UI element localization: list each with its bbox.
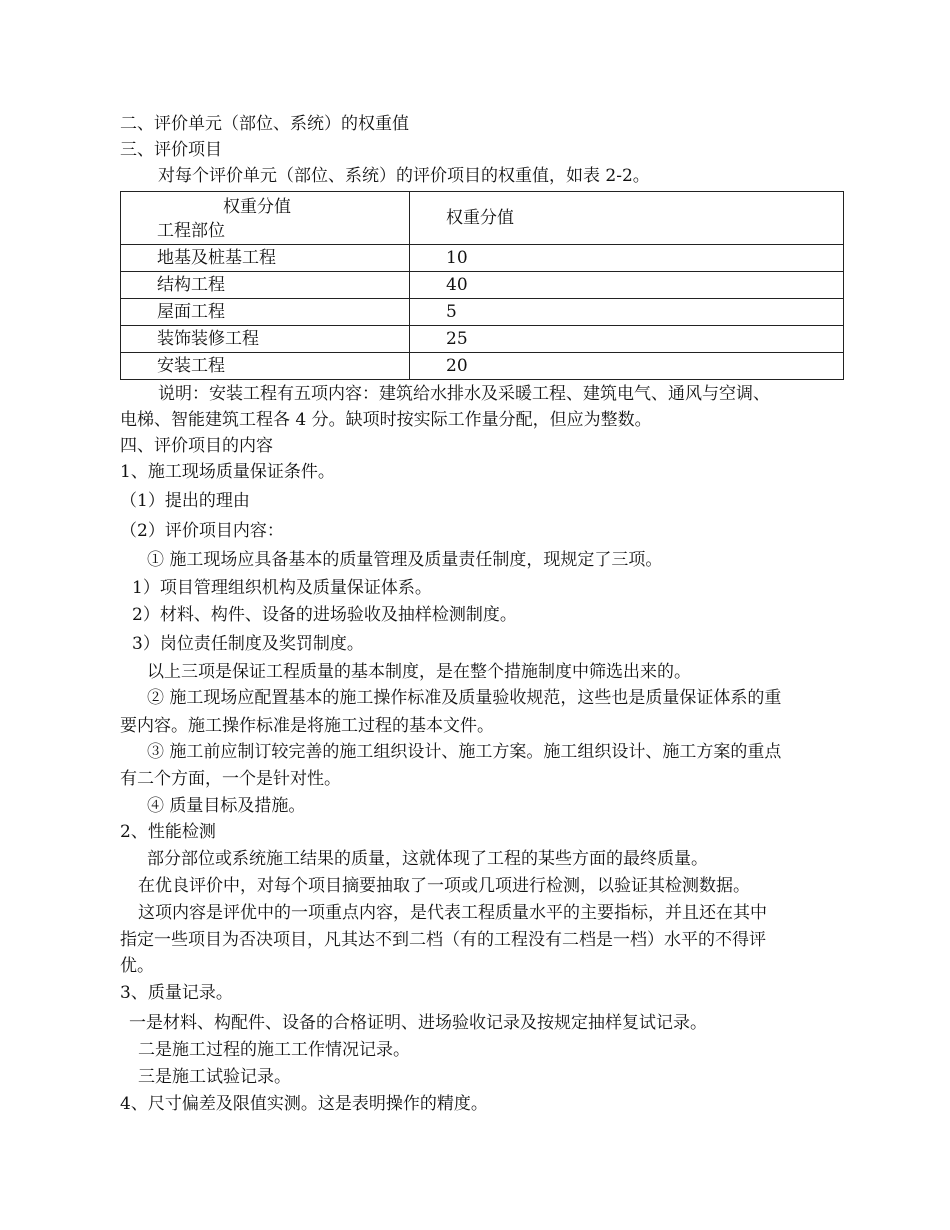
record-item-3: 三是施工试验记录。: [138, 1067, 291, 1087]
subsection-reason: （1）提出的理由: [120, 491, 250, 511]
table-cell-part: 屋面工程: [121, 299, 410, 326]
record-item-1: 一是材料、构配件、设备的合格证明、进场验收记录及按规定抽样复试记录。: [129, 1013, 707, 1033]
table-cell-weight: 25: [410, 326, 844, 353]
section-3-title: 3、质量记录。: [120, 983, 233, 1003]
item-circle-2-line-2: 要内容。施工操作标准是将施工过程的基本文件。: [120, 716, 494, 736]
subsection-content: （2）评价项目内容：: [120, 521, 284, 541]
table-cell-part: 装饰装修工程: [121, 326, 410, 353]
performance-para-3-line-2: 指定一些项目为否决项目，凡其达不到二档（有的工程没有二档是一档）水平的不得评: [120, 930, 766, 950]
header-part-label: 工程部位: [157, 221, 225, 241]
note-line-2: 电梯、智能建筑工程各 4 分。缺项时按实际工作量分配，但应为整数。: [120, 410, 652, 430]
performance-para-1: 部分部位或系统施工结果的质量，这就体现了工程的某些方面的最终质量。: [147, 849, 708, 869]
item-circle-4: ④ 质量目标及措施。: [147, 796, 306, 816]
item-circle-3-line-1: ③ 施工前应制订较完善的施工组织设计、施工方案。施工组织设计、施工方案的重点: [147, 742, 782, 762]
table-cell-part: 安装工程: [121, 353, 410, 380]
table-row: [121, 326, 844, 353]
performance-para-2: 在优良评价中，对每个项目摘要抽取了一项或几项进行检测，以验证其检测数据。: [138, 876, 750, 896]
table-cell-weight: 10: [410, 245, 844, 272]
item-circle-3-line-2: 有二个方面，一个是针对性。: [120, 769, 341, 789]
table-row: [121, 299, 844, 326]
summary-three-items: 以上三项是保证工程质量的基本制度，是在整个措施制度中筛选出来的。: [147, 662, 691, 682]
table-cell-weight: 20: [410, 353, 844, 380]
list-item-2: 2）材料、构件、设备的进场验收及抽样检测制度。: [132, 605, 517, 625]
section-4-title: 4、尺寸偏差及限值实测。这是表明操作的精度。: [120, 1094, 488, 1114]
table-row: [121, 245, 844, 272]
heading-weight-values: 二、评价单元（部位、系统）的权重值: [120, 114, 409, 134]
table-cell-weight: 5: [410, 299, 844, 326]
table-header-diagonal-cell: [121, 192, 410, 245]
record-item-2: 二是施工过程的施工工作情况记录。: [138, 1040, 410, 1060]
weight-table: [120, 191, 844, 380]
table-cell-weight: 40: [410, 272, 844, 299]
item-circle-1: ① 施工现场应具备基本的质量管理及质量责任制度，现规定了三项。: [147, 550, 663, 570]
performance-para-3-line-1: 这项内容是评优中的一项重点内容，是代表工程质量水平的主要指标，并且还在其中: [138, 903, 767, 923]
table-cell-part: 结构工程: [121, 272, 410, 299]
table-header-row: [121, 192, 844, 245]
section-2-title: 2、性能检测: [120, 822, 216, 842]
performance-para-3-line-3: 优。: [120, 956, 154, 976]
note-line-1: 说明：安装工程有五项内容：建筑给水排水及采暖工程、建筑电气、通风与空调、: [158, 384, 770, 404]
intro-paragraph: 对每个评价单元（部位、系统）的评价项目的权重值，如表 2-2。: [158, 166, 650, 186]
list-item-1: 1）项目管理组织机构及质量保证体系。: [132, 578, 432, 598]
item-circle-2-line-1: ② 施工现场应配置基本的施工操作标准及质量验收规范，这些也是质量保证体系的重: [147, 688, 782, 708]
table-header-weight-cell: 权重分值: [410, 192, 844, 245]
header-weight-label: 权重分值: [223, 197, 291, 217]
table-cell-part: 地基及桩基工程: [121, 245, 410, 272]
section-1-title: 1、施工现场质量保证条件。: [120, 462, 335, 482]
table-row: [121, 272, 844, 299]
heading-evaluation-items: 三、评价项目: [120, 140, 222, 160]
heading-item-content: 四、评价项目的内容: [120, 436, 273, 456]
table-row: [121, 353, 844, 380]
list-item-3: 3）岗位责任制度及奖罚制度。: [132, 634, 364, 654]
